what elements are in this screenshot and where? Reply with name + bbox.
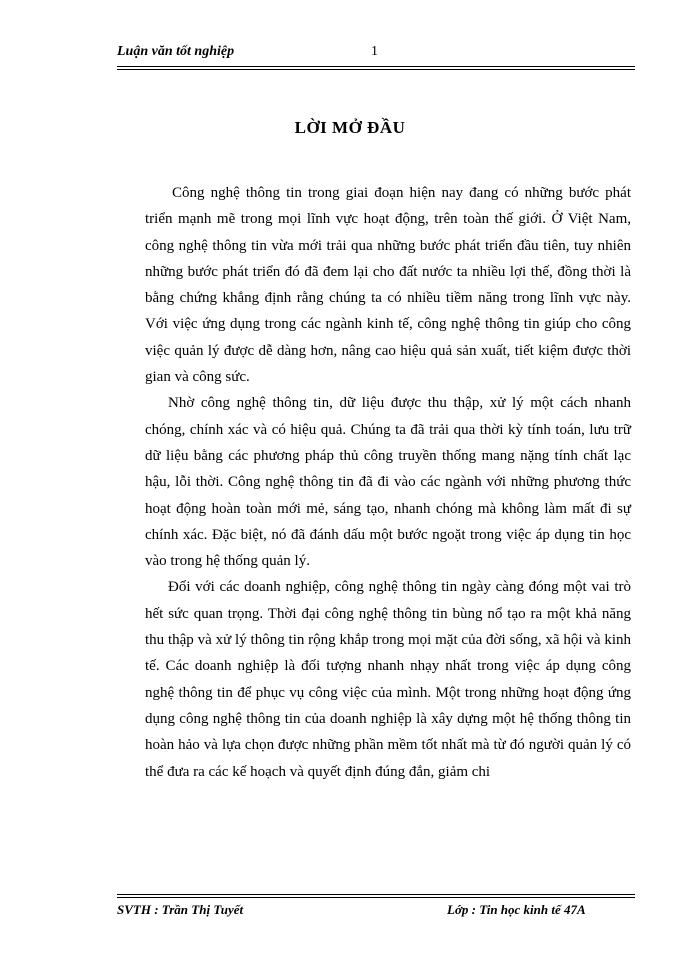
footer-divider [117,894,635,898]
page-footer [117,902,635,922]
paragraph-1: Công nghệ thông tin trong giai đoạn hiện nay đang có những bước phát triển mạnh mẽ trong mọi lĩnh vực hoạt động, trên toàn thế giới. Ở Việt Nam, công nghệ thông tin vừa mới trải qua những bước phát triển đầu tiên, tuy nhiên những bước phát triển đó đã đem lại cho đất nước ta nhiều lợi thế, đồng thời là bằng chứng khẳng định rằng chúng ta có nhiều tiềm năng trong lĩnh vực này. Với việc ứng dụng trong các ngành kinh tế, công nghệ thông tin giúp cho công việc quản lý được dễ dàng hơn, nâng cao hiệu quả sản xuất, tiết kiệm được thời gian và công sức. [145,185,631,386]
paragraph-3: Đối với các doanh nghiệp, công nghệ thông tin ngày càng đóng một vai trò hết sức quan trọng. Thời đại công nghệ thông tin bùng nổ tạo ra một khả năng thu thập và xử lý thông tin rộng khắp trong mọi mặt của đời sống, xã hội và kinh tế. Các doanh nghiệp là đối tượng nhanh nhạy nhất trong việc áp dụng công nghệ thông tin để phục vụ công việc của mình. Một trong những hoạt động ứng dụng công nghệ thông tin của doanh nghiệp là xây dựng một hệ thống thông tin hoàn hảo và lựa chọn được những phần mềm tốt nhất mà từ đó người quản lý có thể đưa ra các kế hoạch và quyết định đúng đắn, giảm chi [145,579,631,780]
page-header [117,44,635,64]
paragraph-2: Nhờ công nghệ thông tin, dữ liệu được thu thập, xử lý một cách nhanh chóng, chính xác và có hiệu quả. Chúng ta đã trải qua thời kỳ tính toán, lưu trữ dữ liệu bằng các phương pháp thủ công truyền thống mang nặng tính chất lạc hậu, lỗi thời. Công nghệ thông tin đã đi vào các ngành với những phương thức hoạt động hoàn toàn mới mẻ, sáng tạo, nhanh chóng mà không làm mất đi sự chính xác. Đặc biệt, nó đã đánh dấu một bước ngoặt trong việc áp dụng tin học vào trong hệ thống quản lý. [145,395,631,570]
page-title: LỜI MỞ ĐẦU [294,118,406,137]
document-body [145,180,631,785]
footer-author: SVTH : Trần Thị Tuyết [117,902,244,917]
header-divider [117,66,635,70]
page-number: 1 [371,44,378,59]
header-title: Luận văn tốt nghiệp [117,44,235,59]
footer-class: Lớp : Tin học kinh tế 47A [447,902,586,917]
